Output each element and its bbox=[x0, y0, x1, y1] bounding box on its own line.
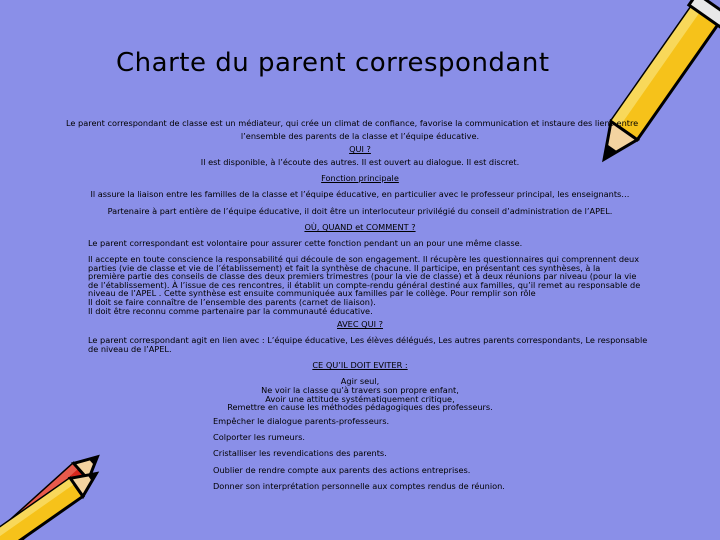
partenaire-text: Partenaire à part entière de l’équipe éducative, il doit être un interlocuteur privilégié du conseil d’administration de l’APEL. bbox=[107, 206, 613, 216]
page-title: Charte du parent correspondant bbox=[116, 48, 550, 78]
avec-paragraph bbox=[88, 336, 647, 353]
heading-avec-qui: AVEC QUI ? bbox=[337, 319, 383, 329]
accepte-paragraph bbox=[88, 255, 640, 315]
heading-ce-quil-doit-eviter: CE QU’IL DOIT EVITER : bbox=[312, 360, 408, 370]
qui-text: Il est disponible, à l’écoute des autres. Il est ouvert au dialogue. Il est discret. bbox=[200, 157, 520, 167]
heading-fonction: Fonction principale bbox=[321, 173, 399, 183]
heading-qui: QUI ? bbox=[349, 144, 371, 154]
intro-line-1: Le parent correspondant de classe est un médiateur, qui crée un climat de confiance, favorise la communication et instaure des liens entre bbox=[66, 118, 639, 128]
eviter-item: Colporter les rumeurs. bbox=[213, 432, 305, 442]
eviter-group-item: Avoir une attitude systématiquement critique, bbox=[265, 393, 455, 404]
avec-line: Le parent correspondant agit en lien avec : L’équipe éducative, Les élèves délégués, Les autres parents correspondants, Le responsable bbox=[88, 335, 648, 345]
intro-line-2: l’ensemble des parents de la classe et l’équipe éducative. bbox=[240, 131, 480, 141]
eviter-item: Empêcher le dialogue parents-professeurs. bbox=[213, 416, 390, 426]
accepte-line: parties (vie de classe et vie de l’établissement) et fait la synthèse de chacune. Il participe, en présentant ces synthèses, à la bbox=[88, 262, 601, 273]
accepte-line: Il doit être reconnu comme partenaire par la communauté éducative. bbox=[88, 305, 373, 316]
accepte-line: première partie des conseils de classe des deux premiers trimestres (pour la vie de classe) et à deux réunions par niveau (pour la vie bbox=[88, 271, 637, 282]
eviter-group-item: Remettre en cause les méthodes pédagogiques des professeurs. bbox=[227, 402, 493, 413]
ou-text: Le parent correspondant est volontaire pour assurer cette fonction pendant un an pour une même classe. bbox=[88, 238, 523, 248]
eviter-group-item: Agir seul, bbox=[340, 376, 380, 386]
pencil-icon-bottom-left-yellow bbox=[0, 455, 110, 540]
accepte-line: Il accepte en toute conscience la responsabilité qui découle de son engagement. Il récupère les questionnaires qui comprennent deux bbox=[88, 254, 640, 264]
accepte-line: niveau de l’APEL . Cette synthèse est ensuite communiquée aux familles par le collège. Pour remplir son rôle bbox=[88, 288, 536, 299]
eviter-item: Donner son interprétation personnelle aux comptes rendus de réunion. bbox=[213, 481, 505, 491]
eviter-group bbox=[0, 377, 720, 412]
accepte-line: Il doit se faire connaître de l’ensemble des parents (carnet de liaison). bbox=[88, 296, 376, 307]
eviter-group-item: Ne voir la classe qu’à travers son propre enfant, bbox=[261, 384, 459, 395]
heading-ou-quand-comment: OÙ, QUAND et COMMENT ? bbox=[304, 222, 416, 232]
fonction-text: Il assure la liaison entre les familles de la classe et l’équipe éducative, en particulier avec le professeur principal, les enseignants… bbox=[90, 189, 630, 199]
accepte-line: de l’établissement). À l’issue de ces rencontres, il établit un compte-rendu général destiné aux familles, qu’il remet au responsable de bbox=[88, 279, 641, 290]
eviter-item: Oublier de rendre compte aux parents des actions entreprises. bbox=[213, 465, 471, 475]
eviter-item: Cristalliser les revendications des parents. bbox=[213, 448, 387, 458]
avec-line: de niveau de l’APEL. bbox=[88, 343, 172, 354]
